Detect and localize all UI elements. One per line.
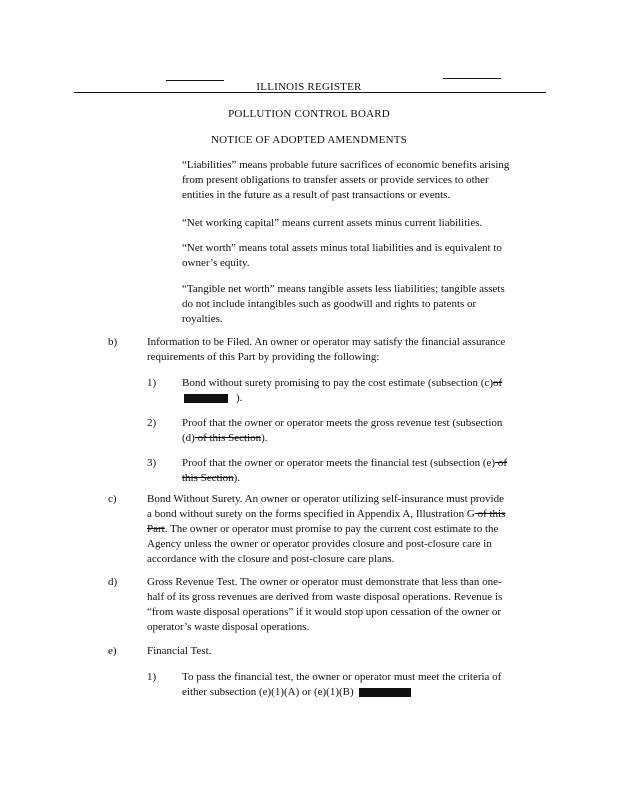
section-b-item-1-label: 1): [147, 377, 157, 389]
section-e-label: e): [108, 645, 117, 657]
register-title: ILLINOIS REGISTER: [256, 81, 362, 93]
section-d-label: d): [108, 576, 118, 588]
section-b-item-1-text: Bond without surety promising to pay the cost estimate (subsection (c)of ).: [182, 377, 503, 405]
section-e-item-1-text: To pass the financial test, the owner or operator must meet the criteria of either subsection (e)(1)(A) or (e)(1)(B): [182, 671, 502, 699]
notice-title: NOTICE OF ADOPTED AMENDMENTS: [211, 134, 407, 146]
section-b-item-2-text: Proof that the owner or operator meets the gross revenue test (subsection (d) of this Section).: [182, 417, 503, 444]
header-short-rule-right: [443, 78, 501, 79]
section-b-item-3-text: Proof that the owner or operator meets the financial test (subsection (e) of this Section).: [182, 457, 508, 484]
section-c-text: Bond Without Surety. An owner or operator utilizing self-insurance must provide a bond without surety on the forms specified in Appendix A, Illustration G of this Part. The owner or operator must promise to pay the current cost estimate to the Agency unless the owner or operator provides closure and post-closure care in accordance with the closure and post-closure care plans.: [147, 493, 506, 565]
definition-net-worth: “Net worth” means total assets minus total liabilities and is equivalent to owner’s equity.: [182, 242, 502, 269]
redaction-mark: [184, 394, 228, 403]
section-b-item-2-label: 2): [147, 417, 157, 429]
redaction-mark: [359, 688, 411, 697]
definition-net-working-capital: “Net working capital” means current assets minus current liabilities.: [182, 217, 483, 229]
section-e-item-1-label: 1): [147, 671, 157, 683]
definition-tangible-net-worth: “Tangible net worth” means tangible assets less liabilities; tangible assets do not include intangibles such as goodwill and rights to patents or royalties.: [182, 283, 505, 325]
section-c-label: c): [108, 493, 117, 505]
section-b-item-3-label: 3): [147, 457, 157, 469]
section-b-text: Information to be Filed. An owner or operator may satisfy the financial assurance requirements of this Part by providing the following:: [147, 336, 506, 363]
section-b-label: b): [108, 336, 118, 348]
section-d-text: Gross Revenue Test. The owner or operator must demonstrate that less than one- half of its gross revenues are derived from waste disposal operations. Revenue is “from waste disposal operations” if it would stop upon cessation of the owner or operator’s waste disposal operations.: [147, 576, 503, 633]
definition-liabilities: “Liabilities” means probable future sacrifices of economic benefits arising from present obligations to transfer assets or provide services to other entities in the future as a result of past transactions or events.: [182, 159, 510, 201]
board-title: POLLUTION CONTROL BOARD: [228, 108, 390, 120]
section-e-title: Financial Test.: [147, 645, 212, 657]
